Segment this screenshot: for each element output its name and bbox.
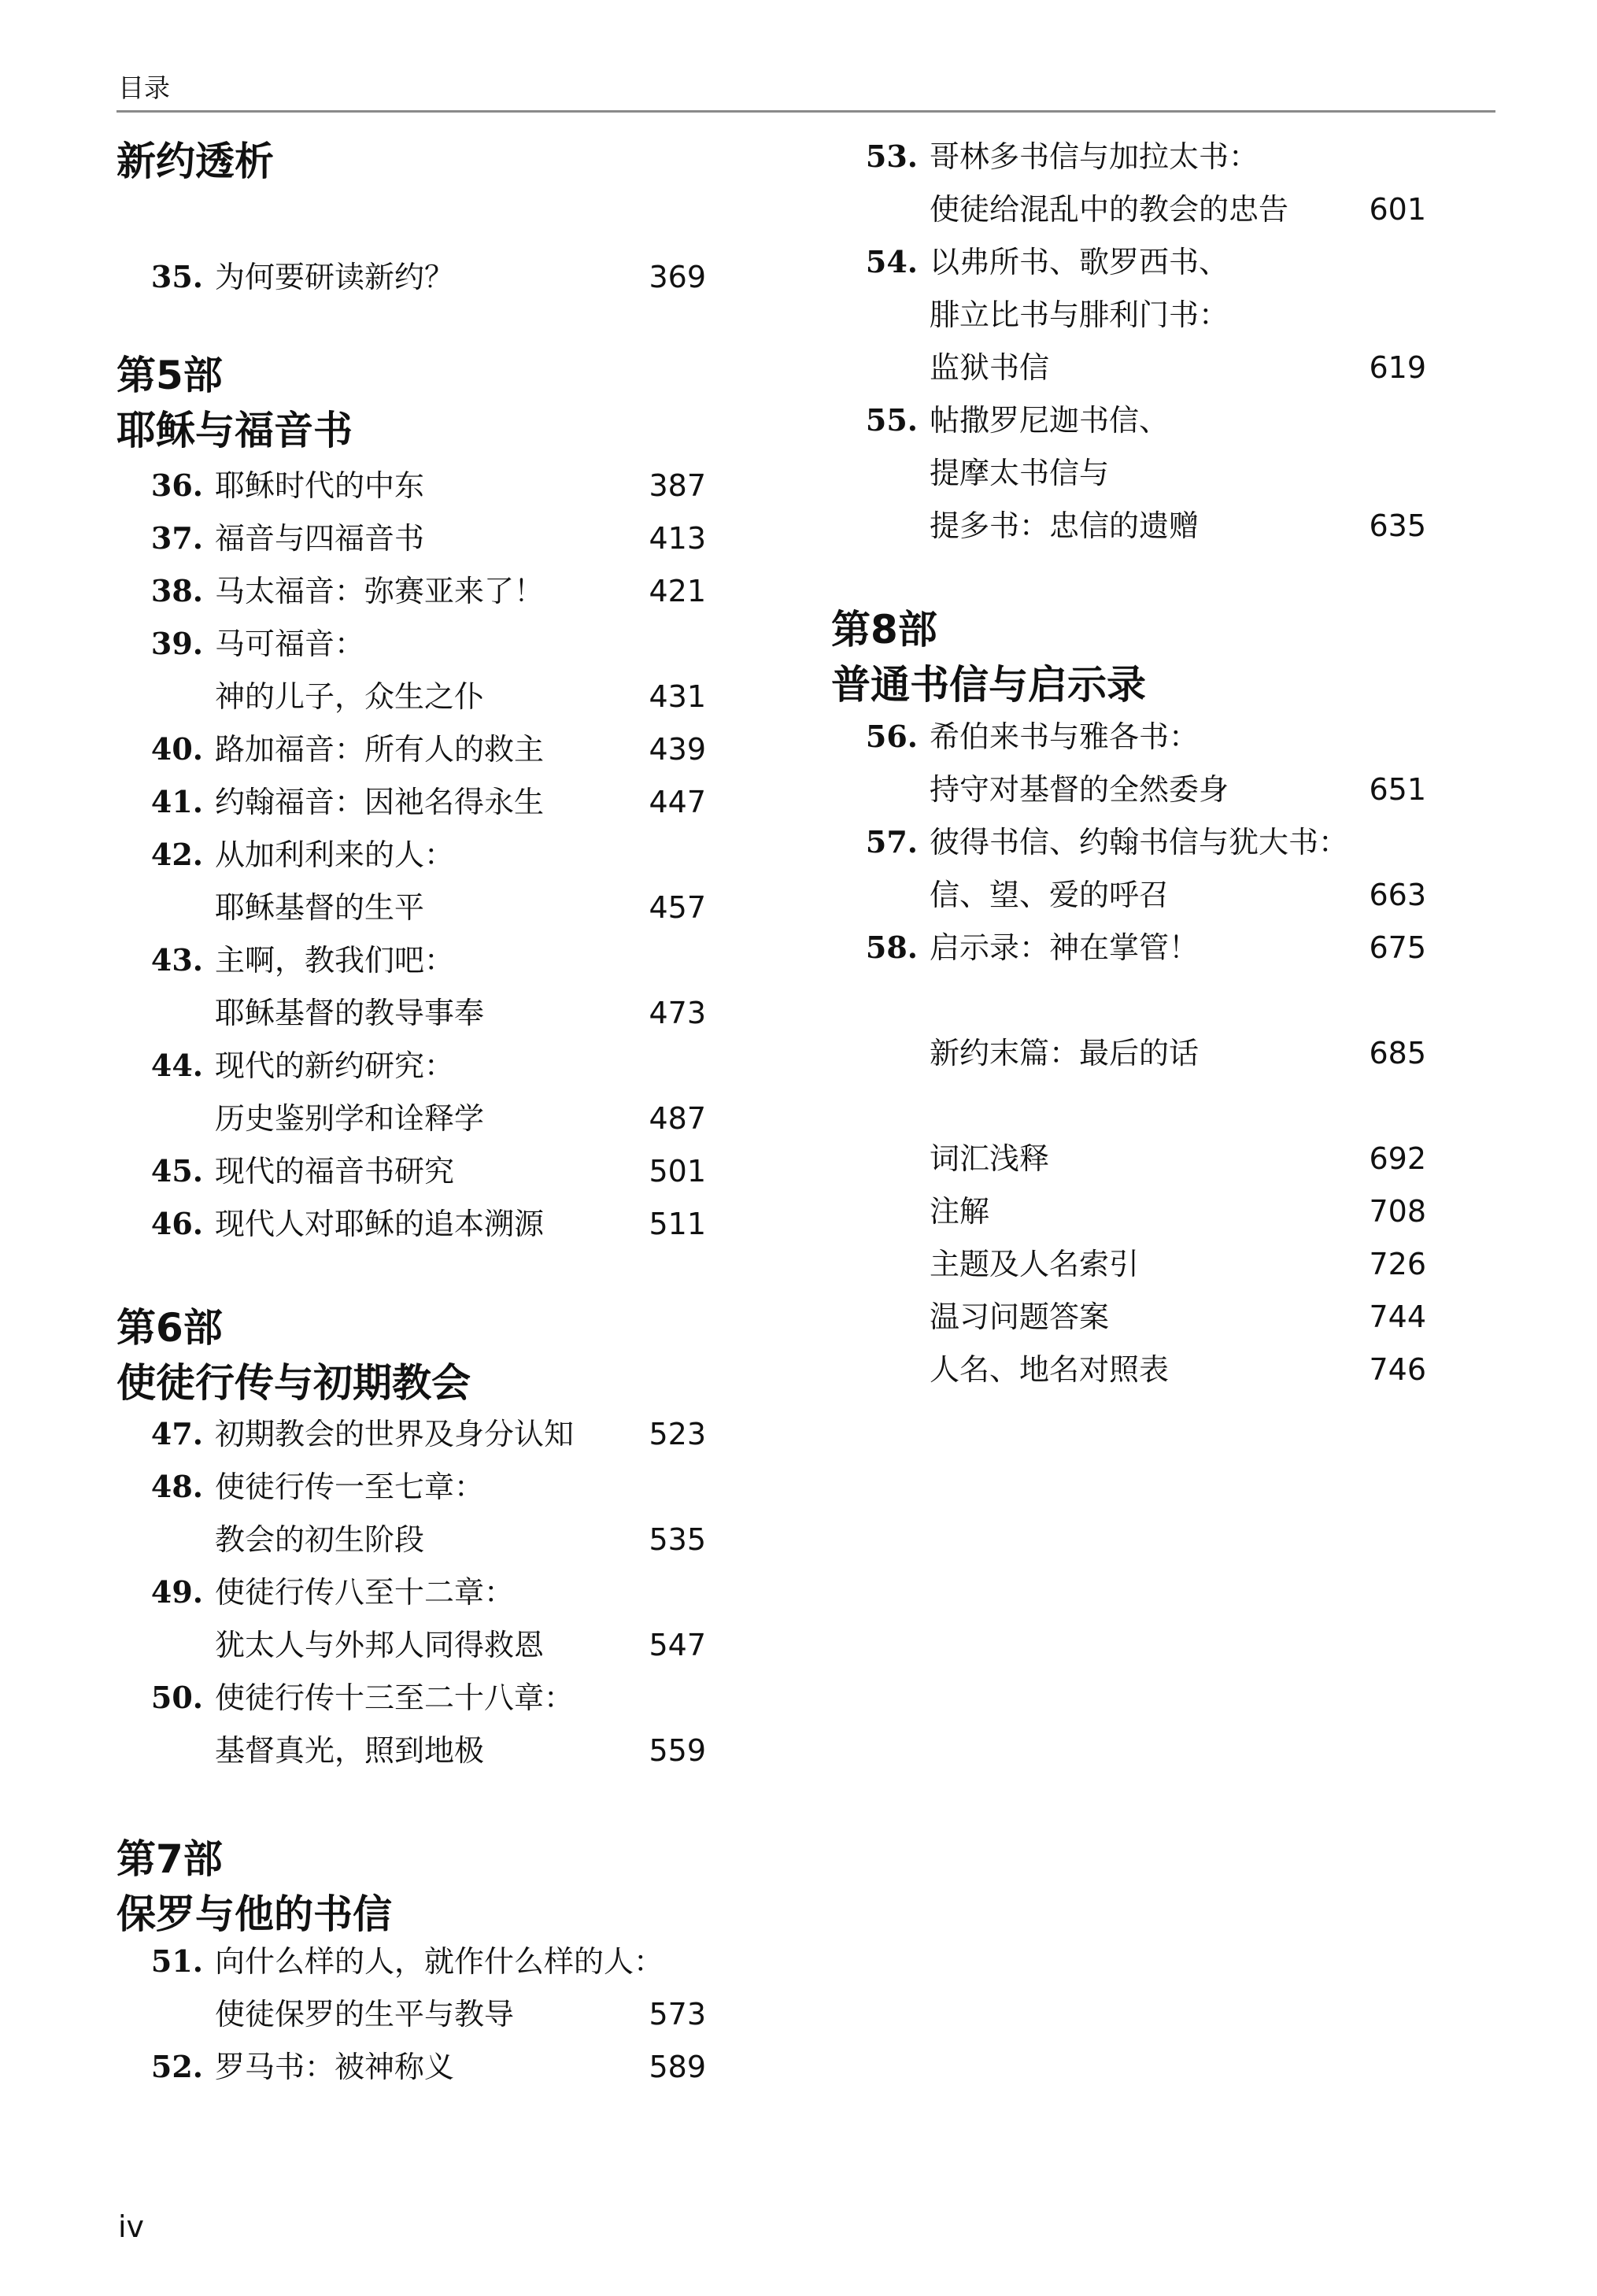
page-number: 511 [649, 1207, 706, 1241]
chapter-number: 50. [150, 1680, 203, 1715]
page-number: 573 [649, 1997, 706, 2032]
page-number: 473 [649, 996, 706, 1030]
chapter-title-line[interactable]: 使徒行传十三至二十八章： [215, 1680, 575, 1715]
page-number: 421 [649, 574, 706, 608]
part-title: 普通书信与启示录 [831, 662, 1146, 708]
chapter-title-line[interactable]: 现代的新约研究： [215, 1048, 455, 1083]
chapter-title-line[interactable]: 现代人对耶稣的追本溯源 [215, 1207, 545, 1241]
chapter-title-line[interactable]: 哥林多书信与加拉太书： [930, 139, 1259, 174]
chapter-title-line[interactable]: 从加利利来的人： [215, 837, 455, 872]
chapter-title-line[interactable]: 启示录：神在掌管！ [930, 930, 1200, 965]
part-label: 第5部 [116, 353, 223, 398]
page-number: 726 [1369, 1247, 1426, 1281]
chapter-number: 48. [150, 1469, 203, 1504]
page-number: 744 [1369, 1300, 1426, 1334]
page-number: 663 [1369, 878, 1426, 912]
chapter-number: 55. [865, 402, 918, 438]
chapter-title-line[interactable]: 彼得书信、约翰书信与犹大书： [930, 825, 1349, 860]
chapter-number: 54. [865, 244, 918, 279]
page-folio: iv [118, 2209, 145, 2244]
page-number: 413 [649, 521, 706, 556]
page-number: 547 [649, 1628, 706, 1662]
part-label: 第8部 [831, 607, 937, 653]
chapter-title-line[interactable]: 使徒给混乱中的教会的忠告 [930, 192, 1289, 227]
chapter-title-line[interactable]: 使徒行传一至七章： [215, 1470, 485, 1504]
page-number: 523 [649, 1417, 706, 1451]
chapter-title-line[interactable]: 马太福音：弥赛亚来了！ [215, 574, 545, 608]
page-number: 692 [1369, 1141, 1426, 1176]
chapter-title-line[interactable]: 腓立比书与腓利门书： [930, 298, 1229, 332]
chapter-number: 47. [150, 1416, 203, 1451]
part-title: 使徒行传与初期教会 [116, 1360, 471, 1406]
page-number: 635 [1369, 508, 1426, 543]
page-number: 685 [1369, 1036, 1426, 1070]
page-number: 746 [1369, 1352, 1426, 1387]
chapter-number: 56. [865, 719, 918, 754]
chapter-title-line[interactable]: 耶稣基督的教导事奉 [215, 996, 485, 1030]
chapter-title-line[interactable]: 持守对基督的全然委身 [930, 772, 1229, 807]
chapter-title-line[interactable]: 耶稣时代的中东 [215, 468, 425, 503]
part-heading-8 [831, 602, 1146, 712]
part-heading-5 [116, 348, 353, 458]
chapter-number: 43. [150, 942, 203, 978]
page-number: 601 [1369, 192, 1426, 227]
chapter-title-line[interactable]: 耶稣基督的生平 [215, 890, 425, 925]
part-label: 第6部 [116, 1305, 223, 1351]
header-rule [116, 110, 1495, 113]
chapter-title-line[interactable]: 现代的福音书研究 [215, 1154, 455, 1189]
page-number: 559 [649, 1733, 706, 1768]
back-matter-title[interactable]: 主题及人名索引 [930, 1247, 1140, 1281]
page-number: 369 [649, 260, 706, 294]
chapter-title-line[interactable]: 神的儿子，众生之仆 [215, 679, 485, 714]
back-matter-title[interactable]: 注解 [930, 1194, 990, 1229]
chapter-number: 44. [150, 1048, 203, 1083]
chapter-title-line[interactable]: 马可福音： [215, 627, 365, 661]
chapter-number: 58. [865, 930, 918, 965]
chapter-title-line[interactable]: 监狱书信 [930, 350, 1050, 385]
chapter-title-line[interactable]: 基督真光，照到地极 [215, 1733, 485, 1768]
back-matter-title[interactable]: 人名、地名对照表 [930, 1352, 1170, 1387]
chapter-number: 41. [150, 784, 203, 819]
chapter-title-line[interactable]: 提摩太书信与 [930, 456, 1110, 490]
chapter-number: 39. [150, 626, 203, 661]
page-number: 708 [1369, 1194, 1426, 1229]
chapter-title-line[interactable]: 教会的初生阶段 [215, 1522, 425, 1557]
chapter-number: 53. [865, 139, 918, 174]
chapter-title-line[interactable]: 使徒保罗的生平与教导 [215, 1997, 515, 2032]
chapter-number: 49. [150, 1574, 203, 1610]
chapter-number: 42. [150, 837, 203, 872]
chapter-number: 38. [150, 573, 203, 608]
page-number: 589 [649, 2050, 706, 2084]
page-number: 439 [649, 732, 706, 767]
chapter-title-line[interactable]: 为何要研读新约？ [215, 260, 455, 294]
chapter-title-line[interactable]: 约翰福音：因祂名得永生 [215, 785, 545, 819]
part-label: 第7部 [116, 1836, 223, 1882]
chapter-title-line[interactable]: 帖撒罗尼迦书信、 [930, 403, 1170, 438]
page-number: 487 [649, 1101, 706, 1136]
section-title-intro [116, 134, 274, 189]
chapter-title-line[interactable]: 信、望、爱的呼召 [930, 878, 1170, 912]
page-number: 535 [649, 1522, 706, 1557]
chapter-number: 51. [150, 1943, 203, 1979]
chapter-title-line[interactable]: 福音与四福音书 [215, 521, 425, 556]
chapter-title-line[interactable]: 初期教会的世界及身分认知 [215, 1417, 575, 1451]
page-number: 447 [649, 785, 706, 819]
page-number: 619 [1369, 350, 1426, 385]
chapter-title-line[interactable]: 提多书：忠信的遗赠 [930, 508, 1200, 543]
back-matter-title[interactable]: 词汇浅释 [930, 1141, 1050, 1176]
page-number: 457 [649, 890, 706, 925]
part-title: 耶稣与福音书 [116, 408, 353, 453]
page-number: 675 [1369, 930, 1426, 965]
page-number: 501 [649, 1154, 706, 1189]
chapter-title-line[interactable]: 希伯来书与雅各书： [930, 719, 1200, 754]
back-matter-title[interactable]: 新约末篇：最后的话 [930, 1036, 1200, 1070]
chapter-title-line[interactable]: 主啊，教我们吧： [215, 943, 455, 978]
chapter-number: 52. [150, 2049, 203, 2084]
back-matter-title[interactable]: 温习问题答案 [930, 1300, 1110, 1334]
part-heading-6 [116, 1300, 471, 1411]
running-header: 目录 [118, 72, 170, 103]
chapter-number: 46. [150, 1206, 203, 1241]
chapter-number: 57. [865, 824, 918, 860]
chapter-title-line[interactable]: 路加福音：所有人的救主 [215, 732, 545, 767]
page-number: 651 [1369, 772, 1426, 807]
chapter-title-line[interactable]: 历史鉴别学和诠释学 [215, 1101, 485, 1136]
chapter-number: 37. [150, 520, 203, 556]
page-number: 387 [649, 468, 706, 503]
page-number: 431 [649, 679, 706, 714]
chapter-title-line[interactable]: 向什么样的人，就作什么样的人： [215, 1944, 664, 1979]
part-heading-7 [116, 1832, 392, 1942]
chapter-number: 35. [150, 259, 203, 294]
chapter-title-line[interactable]: 犹太人与外邦人同得救恩 [215, 1628, 545, 1662]
chapter-number: 36. [150, 468, 203, 503]
chapter-number: 45. [150, 1153, 203, 1189]
part-title: 保罗与他的书信 [116, 1891, 392, 1937]
chapter-title-line[interactable]: 使徒行传八至十二章： [215, 1575, 515, 1610]
chapter-title-line[interactable]: 罗马书：被神称义 [215, 2050, 455, 2084]
chapter-title-line[interactable]: 以弗所书、歌罗西书、 [930, 245, 1229, 279]
section-title: 新约透析 [116, 139, 274, 184]
chapter-number: 40. [150, 731, 203, 767]
